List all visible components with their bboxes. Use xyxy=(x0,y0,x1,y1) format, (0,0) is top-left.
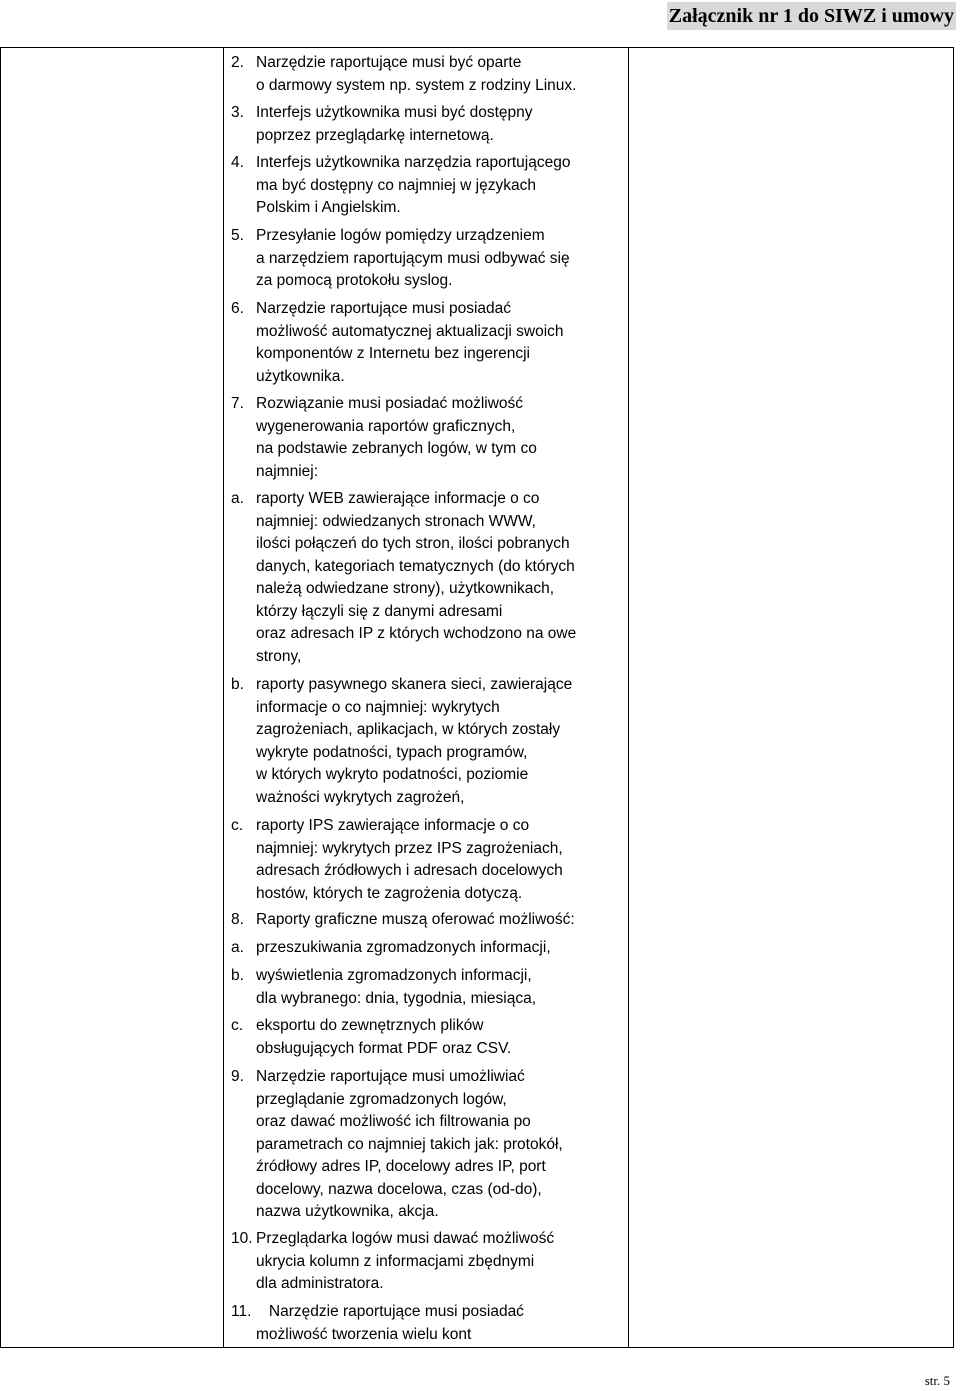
item-number: c. xyxy=(231,1017,244,1034)
item-number: 3. xyxy=(231,104,244,121)
item-text: eksportu do zewnętrznych plików obsługujących format PDF oraz CSV. xyxy=(256,1017,512,1057)
item-text: raporty pasywnego skanera sieci, zawierające informacje o co najmniej: wykrytych zagrożeniach, aplikacjach, w których zostały wykryte podatności, typach programów, w których wykryto podatności, poziomie ważności wykrytych zagrożeń, xyxy=(256,676,573,806)
item-number: 6. xyxy=(231,300,244,317)
item-text: wyświetlenia zgromadzonych informacji, dla wybranego: dnia, tygodnia, miesiąca, xyxy=(256,967,537,1007)
list-item xyxy=(231,674,626,809)
list-item xyxy=(231,52,626,97)
item-number: b. xyxy=(231,967,244,984)
item-text: Narzędzie raportujące musi posiadać możliwość tworzenia wielu kont xyxy=(256,1303,524,1343)
item-number: 10. xyxy=(231,1230,253,1247)
item-text: Narzędzie raportujące musi być oparte o darmowy system np. system z rodziny Linux. xyxy=(256,54,577,94)
item-text: Przesyłanie logów pomiędzy urządzeniem a narzędziem raportującym musi odbywać się za pomocą protokołu syslog. xyxy=(256,227,570,289)
item-text: raporty IPS zawierające informacje o co najmniej: wykrytych przez IPS zagrożeniach, adresach źródłowych i adresach docelowych hostów, których te zagrożenia dotyczą. xyxy=(256,817,563,902)
list-item xyxy=(231,225,626,293)
item-number: 4. xyxy=(231,154,244,171)
item-number: 8. xyxy=(231,911,244,928)
item-number: a. xyxy=(231,939,244,956)
item-text: Narzędzie raportujące musi posiadać możliwość automatycznej aktualizacji swoich komponentów z Internetu bez ingerencji użytkownika. xyxy=(256,300,564,385)
list-item xyxy=(231,102,626,147)
list-item xyxy=(231,393,626,483)
list-item xyxy=(231,1015,626,1060)
item-number: 2. xyxy=(231,54,244,71)
item-text: raporty WEB zawierające informacje o co najmniej: odwiedzanych stronach WWW, ilości połączeń do tych stron, ilości pobranych danych, kategoriach tematycznych (do których należą odwiedzane strony), użytkownikach, którzy łączyli się z danymi adresami oraz adresach IP z których wchodzono na owe strony, xyxy=(256,490,577,665)
list-item xyxy=(231,152,626,220)
item-text: Interfejs użytkownika narzędzia raportującego ma być dostępny co najmniej w językach Polskim i Angielskim. xyxy=(256,154,571,216)
document-header-title: Załącznik nr 1 do SIWZ i umowy xyxy=(667,2,956,30)
list-item xyxy=(231,937,626,960)
item-number: 7. xyxy=(231,395,244,412)
item-number: 9. xyxy=(231,1068,244,1085)
list-item xyxy=(231,909,626,932)
column-divider xyxy=(223,48,224,1347)
item-number: 5. xyxy=(231,227,244,244)
item-text: Przeglądarka logów musi dawać możliwość ukrycia kolumn z informacjami zbędnymi dla administratora. xyxy=(256,1230,555,1292)
requirements-table xyxy=(0,47,954,1348)
item-text: Raporty graficzne muszą oferować możliwość: xyxy=(256,911,575,928)
item-text: przeszukiwania zgromadzonych informacji, xyxy=(256,939,551,956)
item-text: Rozwiązanie musi posiadać możliwość wygenerowania raportów graficznych, na podstawie zebranych logów, w tym co najmniej: xyxy=(256,395,537,480)
list-item xyxy=(231,298,626,388)
item-number: a. xyxy=(231,490,244,507)
item-text: Narzędzie raportujące musi umożliwiać przeglądanie zgromadzonych logów, oraz dawać możliwość ich filtrowania po parametrach co najmniej takich jak: protokół, źródłowy adres IP, docelowy adres IP, port docelowy, nazwa docelowa, czas (od-do), nazwa użytkownika, akcja. xyxy=(256,1068,563,1220)
item-number: b. xyxy=(231,676,244,693)
list-item xyxy=(231,1301,626,1346)
column-divider xyxy=(628,48,629,1347)
list-item xyxy=(231,1066,626,1224)
list-item xyxy=(231,488,626,668)
list-item xyxy=(231,1228,626,1296)
item-text: Interfejs użytkownika musi być dostępny poprzez przeglądarkę internetową. xyxy=(256,104,533,144)
item-number: 11. xyxy=(231,1303,252,1320)
list-item xyxy=(231,965,626,1010)
item-number: c. xyxy=(231,817,244,834)
page-number: str. 5 xyxy=(924,1373,950,1388)
list-item xyxy=(231,815,626,905)
